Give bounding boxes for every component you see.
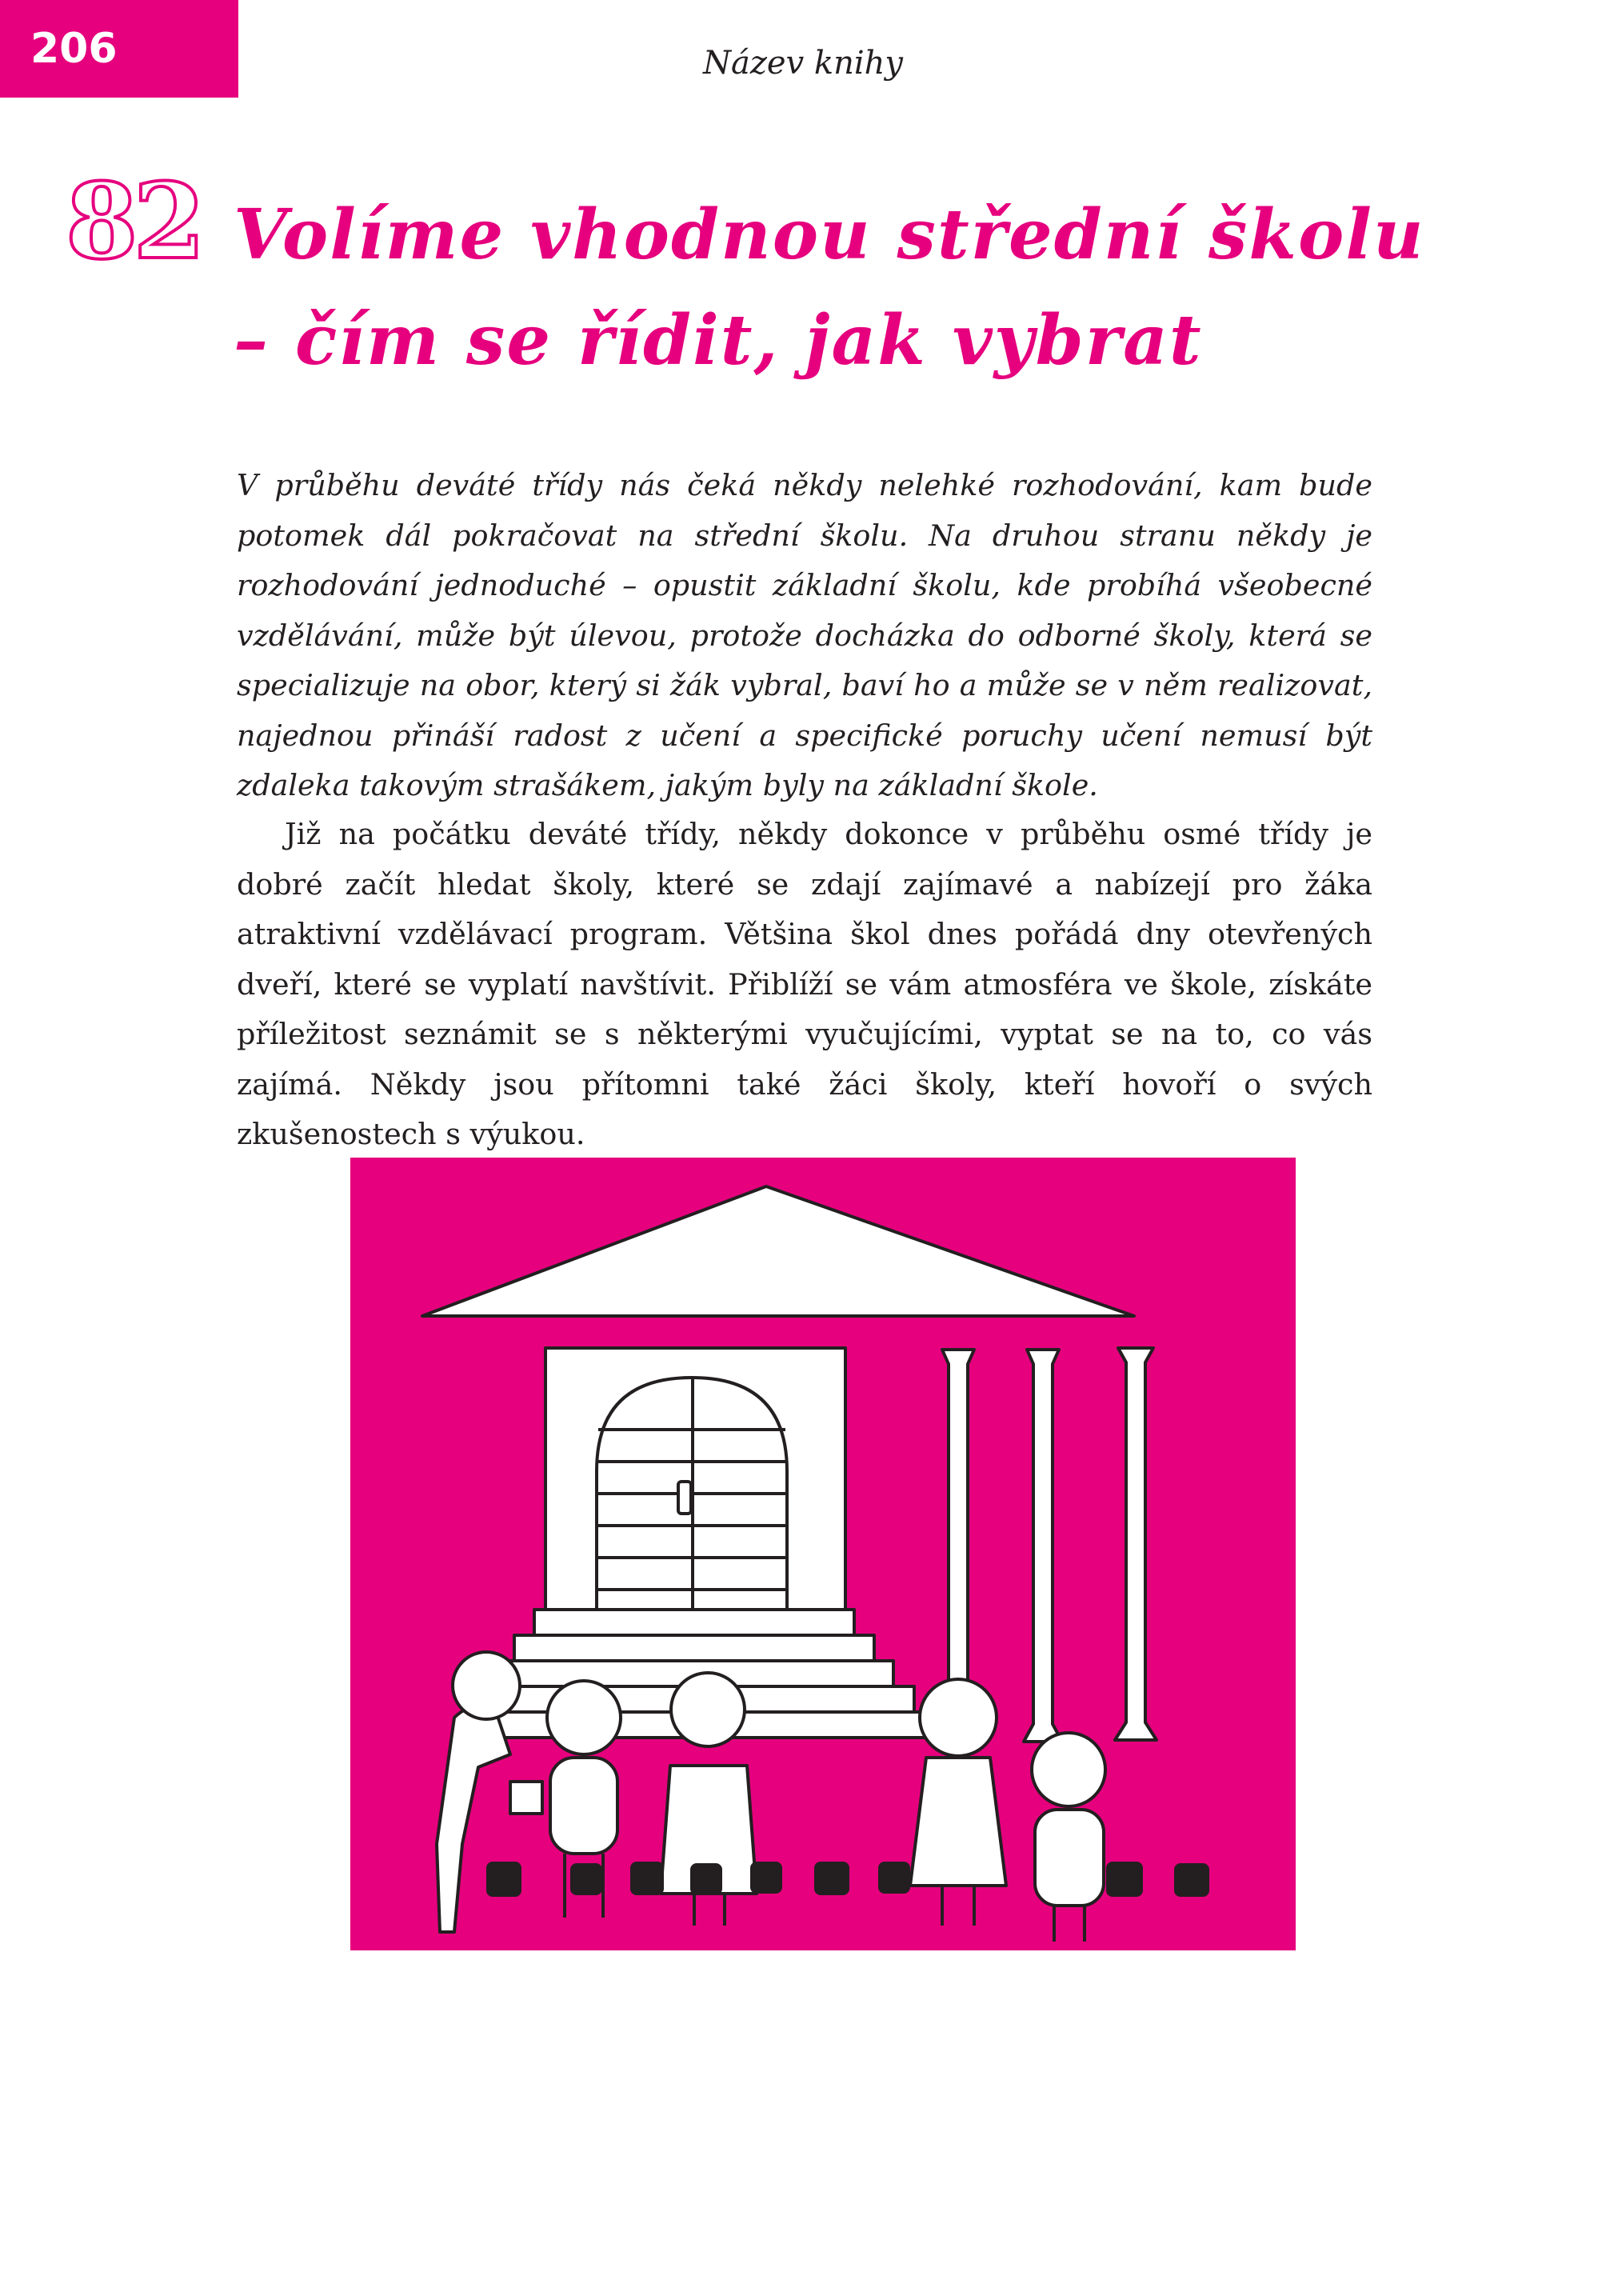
student-5 bbox=[1032, 1733, 1105, 1942]
step-2 bbox=[514, 1635, 874, 1661]
running-head: Název knihy bbox=[702, 45, 904, 82]
roof bbox=[422, 1186, 1134, 1316]
school-open-day-illustration bbox=[350, 1158, 1296, 1950]
student-4 bbox=[910, 1679, 1006, 1926]
column-3 bbox=[1115, 1348, 1157, 1740]
page-number: 206 bbox=[0, 0, 238, 98]
chapter-number: 82 bbox=[66, 160, 201, 282]
column-2 bbox=[1024, 1350, 1062, 1742]
door-handle bbox=[678, 1482, 691, 1514]
column-1 bbox=[939, 1350, 977, 1734]
chapter-title: Volíme vhodnou střední školu – čím se řídit, jak vybrat bbox=[234, 194, 1425, 381]
body-paragraph: Již na počátku deváté třídy, někdy dokonce v průběhu osmé třídy je dobré začít hledat školy, které se zdají zajímavé a nabízejí pro žáka atraktivní vzdělávací program. Většina škol dnes pořádá dny otevřených dveří, které se vyplatí navštívit. Přiblíží se vám atmosféra ve škole, získáte příležitost seznámit se s některými vyučujícími, vyptat se na to, co vás zajímá. Někdy jsou přítomni také žáci školy, kteří hovoří o svých zkušenostech s výukou. bbox=[237, 817, 1372, 1151]
intro-paragraph: V průběhu deváté třídy nás čeká někdy nelehké rozhodování, kam bude potomek dál pokračovat na střední školu. Na druhou stranu někdy je rozhodování jednoduché – opustit základní školu, kde probíhá všeobecné vzdělávání, může být úlevou, protože docházka do odborné školy, která se specializuje na obor, který si žák vybral, baví ho a může se v něm realizovat, najednou přináší radost z učení a specifické poruchy učení nemusí být zdaleka takovým strašákem, jakým byly na základní škole. bbox=[237, 468, 1372, 802]
step-1 bbox=[534, 1610, 854, 1635]
